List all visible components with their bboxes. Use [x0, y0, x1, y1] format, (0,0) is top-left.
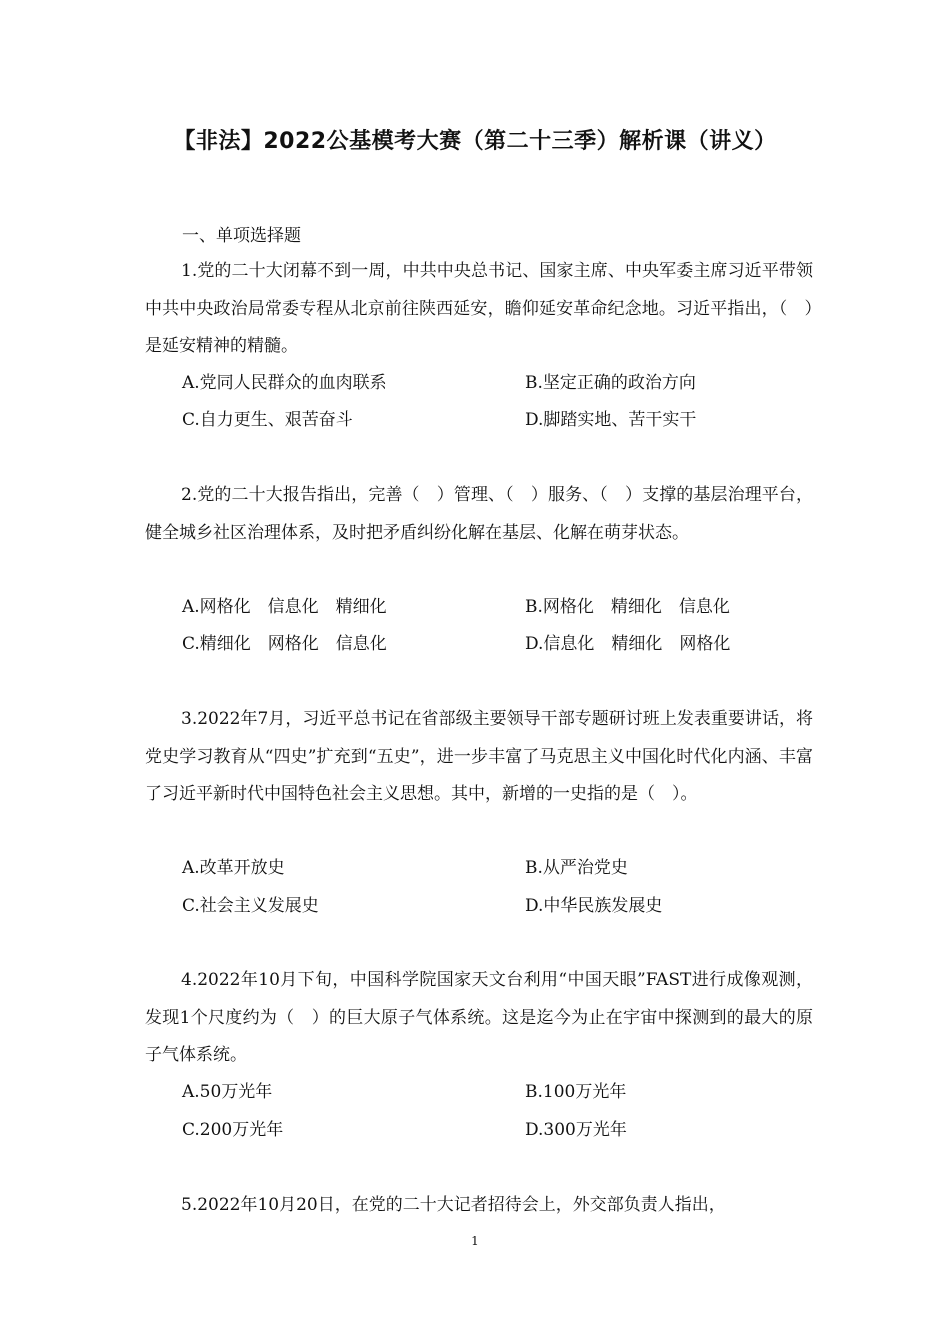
question-4-option-d: D.300万光年: [525, 1120, 627, 1140]
page-number: 1: [471, 1234, 479, 1248]
question-1-option-c: C.自力更生、艰苦奋斗: [182, 410, 353, 430]
question-2-option-a: A.网格化 信息化 精细化: [182, 597, 387, 617]
question-4-option-a: A.50万光年: [182, 1082, 273, 1102]
question-1-option-d: D.脚踏实地、苦干实干: [525, 410, 697, 430]
question-5-stem: 5.2022年10月20日，在党的二十大记者招待会上，外交部负责人指出，: [181, 1195, 726, 1215]
question-2-stem: 2.党的二十大报告指出，完善（ ）管理、（ ）服务、（ ）支撑的基层治理平台，健全城乡社区治理体系，及时把矛盾纠纷化解在基层、化解在萌芽状态。: [145, 485, 813, 543]
question-3-option-c: C.社会主义发展史: [182, 896, 319, 916]
question-1-option-b: B.坚定正确的政治方向: [525, 373, 696, 393]
question-3-option-d: D.中华民族发展史: [525, 896, 663, 916]
question-3-option-b: B.从严治党史: [525, 858, 628, 878]
question-3-stem: 3.2022年7月，习近平总书记在省部级主要领导干部专题研讨班上发表重要讲话，将党史学习教育从“四史”扩充到“五史”，进一步丰富了马克思主义中国化时代化内涵、丰富了习近平新时代中国特色社会主义思想。其中，新增的一史指的是（ ）。: [145, 709, 813, 804]
question-4-stem: 4.2022年10月下旬，中国科学院国家天文台利用“中国天眼”FAST进行成像观测，发现1个尺度约为（ ）的巨大原子气体系统。这是迄今为止在宇宙中探测到的最大的原子气体系统。: [145, 970, 813, 1065]
question-1-option-a: A.党同人民群众的血肉联系: [182, 373, 387, 393]
question-3-option-a: A.改革开放史: [182, 858, 285, 878]
question-4-option-b: B.100万光年: [525, 1082, 627, 1102]
question-2-option-d: D.信息化 精细化 网格化: [525, 634, 731, 654]
question-2-option-c: C.精细化 网格化 信息化: [182, 634, 387, 654]
question-4-option-c: C.200万光年: [182, 1120, 284, 1140]
question-2-option-b: B.网格化 精细化 信息化: [525, 597, 730, 617]
section-heading: 一、单项选择题: [182, 226, 301, 246]
question-1-stem: 1.党的二十大闭幕不到一周，中共中央总书记、国家主席、中央军委主席习近平带领中共中央政治局常委专程从北京前往陕西延安，瞻仰延安革命纪念地。习近平指出，（ ）是延安精神的精髓。: [145, 261, 813, 356]
page-title: 【非法】2022公基模考大赛（第二十三季）解析课（讲义）: [173, 129, 777, 154]
